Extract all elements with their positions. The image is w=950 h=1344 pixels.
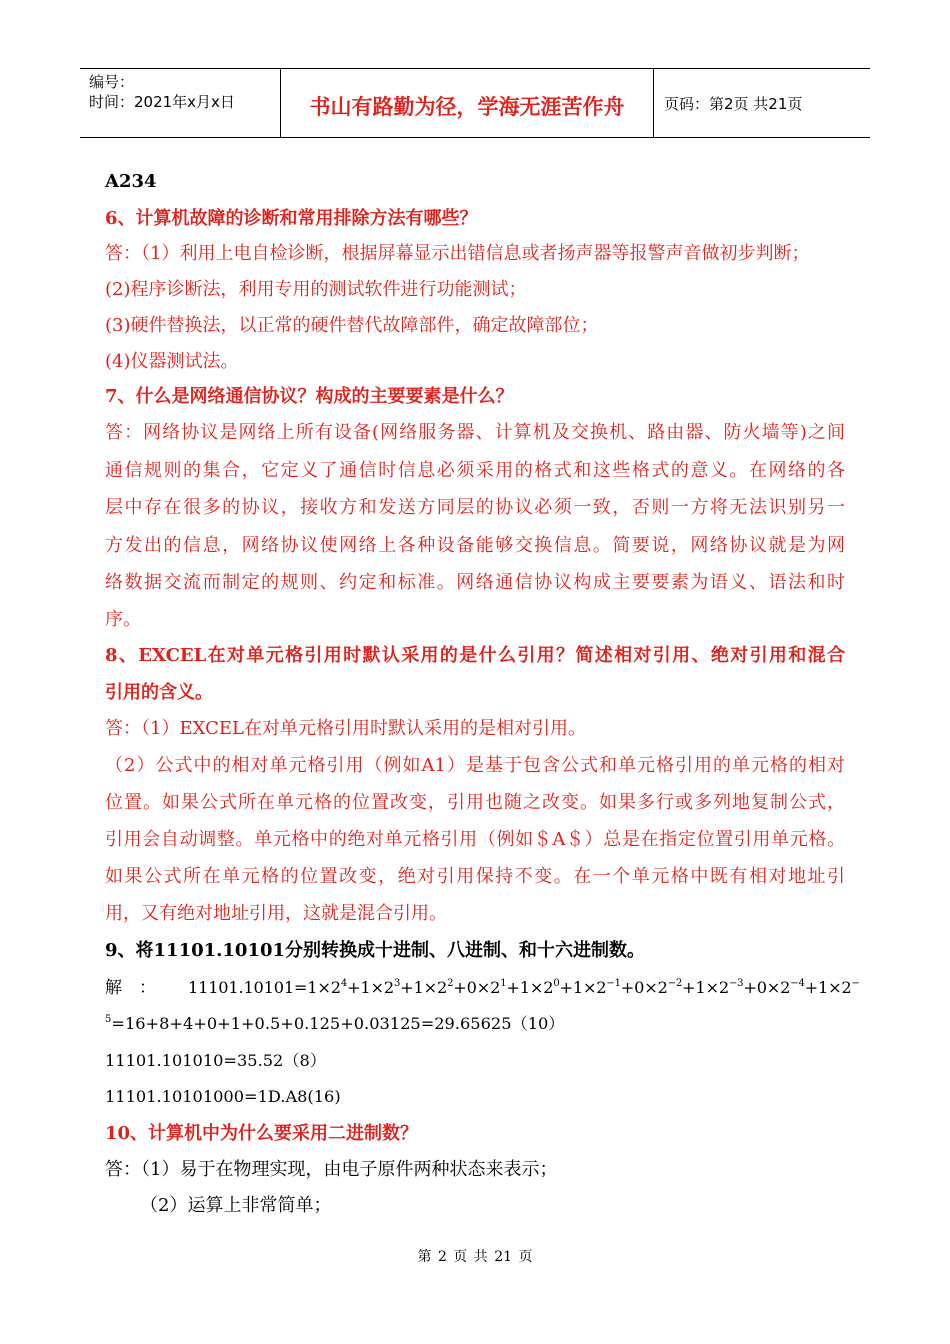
equation-term: +0×2 [743,978,791,997]
answer-6-line-2: (2)程序诊断法，利用专用的测试软件进行功能测试； [105,279,527,300]
answer-6-line-4: (4)仪器测试法。 [105,351,239,372]
answer-10-line-1: 答：（1）易于在物理实现，由电子原件两种状态来表示； [105,1159,558,1180]
header-page-cell [654,69,870,137]
page-header [80,68,870,138]
question-7-text: 7、什么是网络通信协议？构成的主要要素是什么？ [105,386,514,407]
answer-7-line-2: 通信规则的集合，它定义了通信时信息必须采用的格式和这些格式的意义。在网络的各 [105,460,845,481]
equation-term: +1×2 [804,978,852,997]
page-footer: 第 2 页 共 21 页 [417,1249,533,1265]
equation-exponent: 3 [393,978,401,989]
serial-label: 编号： [89,73,135,91]
equation-term: +0×2 [453,978,501,997]
answer-10-line-2: （2）运算上非常简单； [140,1195,332,1216]
equation-term: +1×2 [506,978,554,997]
answer-7-line-6: 序。 [105,609,141,630]
equation-exponent: −4 [790,978,805,989]
answer-8-line-1: 答：（1）EXCEL在对单元格引用时默认采用的是相对引用。 [105,718,586,739]
doc-code: A234 [105,171,157,192]
header-info-cell [80,69,281,137]
equation-exp-5: 5 [105,1014,112,1025]
answer-8-line-6: 用，又有绝对地址引用，这就是混合引用。 [105,903,447,924]
answer-8-line-5: 如果公式所在单元格的位置改变，绝对引用保持不变。在一个单元格中既有相对地址引 [105,866,845,887]
question-8-line-1: 8、EXCEL在对单元格引用时默认采用的是什么引用？简述相对引用、绝对引用和混合 [105,645,845,666]
equation-term: +1×2 [400,978,448,997]
answer-9-octal: 11101.101010=35.52（8） [105,1051,327,1070]
answer-9-decimal [105,1013,564,1035]
header-page-info: 页码：第2页 共21页 [664,95,803,113]
equation-start: 11101.10101=1×2 [188,978,341,997]
equation-exponent: 0 [553,978,560,989]
equation-exponent: −1 [606,978,621,989]
equation-exponent: 2 [447,978,454,989]
answer-9-hex: 11101.10101000=1D.A8(16) [105,1087,341,1106]
question-8-line-2: 引用的含义。 [105,682,213,703]
answer-7-line-3: 层中存在很多的协议，接收方和发送方同层的协议必须一致，否则一方将无法识别另一 [105,497,845,518]
equation-exponent: 1 [500,978,507,989]
header-motto-cell [281,69,654,137]
answer-7-line-1: 答：网络协议是网络上所有设备(网络服务器、计算机及交换机、路由器、防火墙等)之间 [105,422,845,443]
question-9: 9、将11101.10101分别转换成十进制、八进制、和十六进制数。 [105,940,646,961]
equation-exponent: 4 [340,978,348,989]
equation-terms [341,978,860,997]
equation-term: +1×2 [559,978,607,997]
time-label: 时间：2021年x月x日 [89,93,235,111]
equation-exponent: −2 [667,978,683,989]
question-7 [105,386,514,408]
header-motto: 书山有路勤为径，学海无涯苦作舟 [309,95,625,119]
answer-7-line-4: 方发出的信息，网络协议使网络上各种设备能够交换信息。简要说，网络协议就是为网 [105,535,845,556]
equation-exponent: −3 [728,978,744,989]
answer-8-line-3: 位置。如果公式所在单元格的位置改变，引用也随之改变。如果多行或多列地复制公式， [105,792,845,813]
equation-term: +0×2 [620,978,668,997]
answer-9-equation [188,977,860,999]
answer-6-line-3: (3)硬件替换法，以正常的硬件替代故障部件，确定故障部位； [105,315,599,336]
answer-6-line-1: 答：（1）利用上电自检诊断，根据屏幕显示出错信息或者扬声器等报警声音做初步判断； [105,243,810,264]
equation-exponent: − [851,978,860,989]
answer-9-label: 解 ： [105,978,156,998]
decimal-result: =16+8+4+0+1+0.5+0.125+0.03125=29.65625（10） [111,1014,565,1033]
question-6: 6、计算机故障的诊断和常用排除方法有哪些？ [105,208,478,229]
equation-term: +1×2 [347,978,394,997]
answer-8-line-4: 引用会自动调整。单元格中的绝对单元格引用（例如＄A＄）总是在指定位置引用单元格。 [105,829,845,850]
equation-term: +1×2 [682,978,729,997]
answer-7-line-5: 络数据交流而制定的规则、约定和标准。网络通信协议构成主要要素为语义、语法和时 [105,572,845,593]
answer-8-line-2: （2）公式中的相对单元格引用（例如A1）是基于包含公式和单元格引用的单元格的相对 [105,755,845,776]
question-10: 10、计算机中为什么要采用二进制数？ [105,1123,419,1144]
